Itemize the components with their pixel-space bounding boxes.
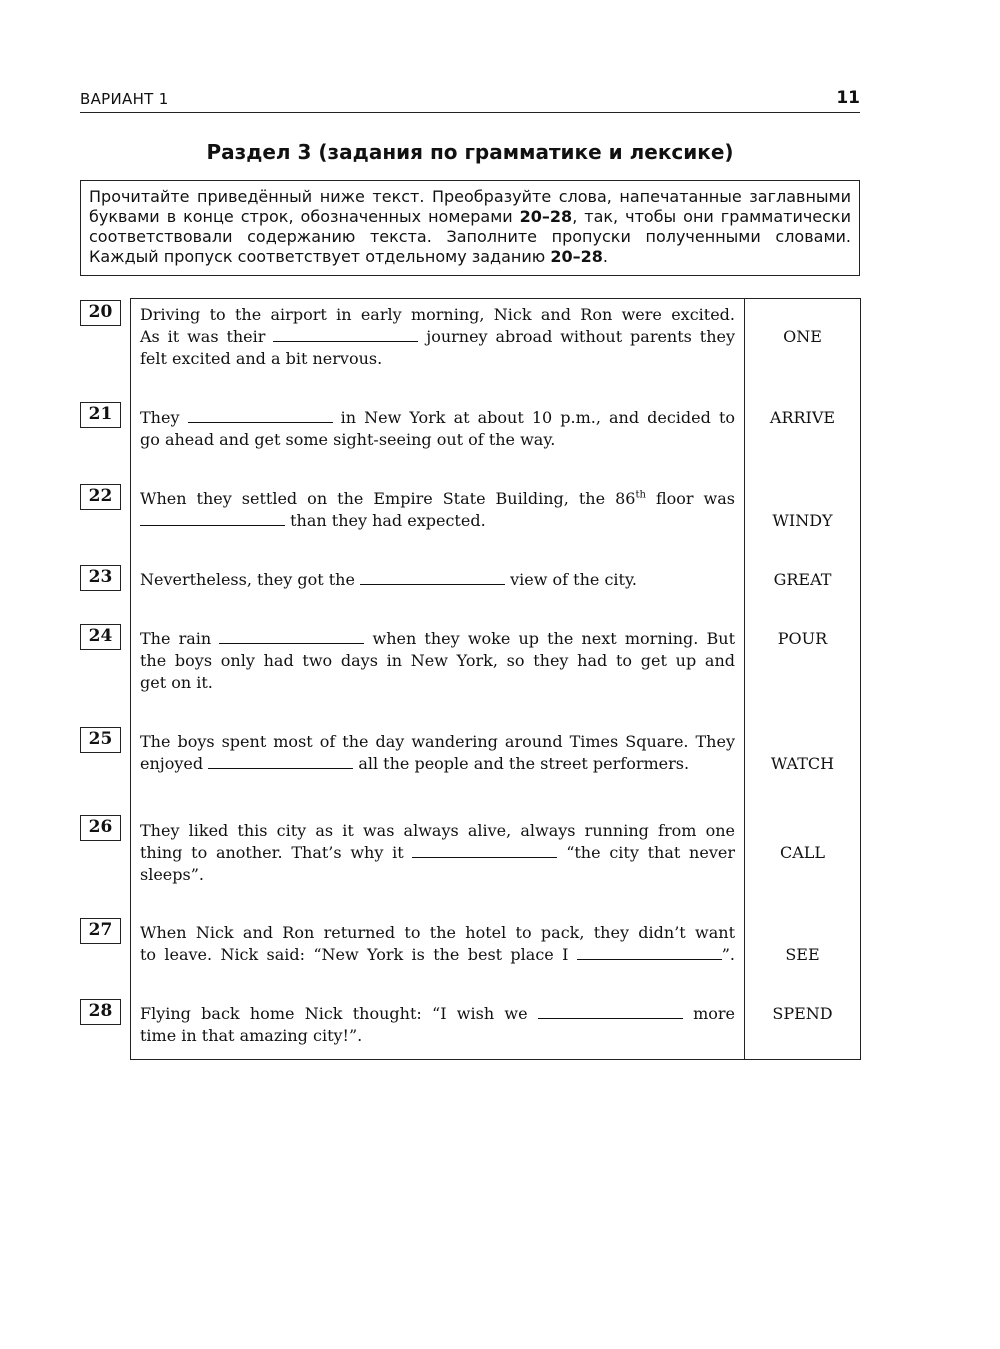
key-word-27: SEE: [785, 945, 820, 964]
task-line: [140, 407, 735, 429]
task-text: view of the city.: [510, 570, 637, 589]
task-line: time in that amazing city!”.: [140, 1026, 363, 1045]
task-text: to leave. Nick said: “New York is the best place I: [140, 945, 569, 964]
task-line: go ahead and get some sight-seeing out of the way.: [140, 430, 556, 449]
task-text-23: [140, 569, 735, 591]
task-text: ”.: [721, 945, 736, 964]
task-number-24: 24: [80, 624, 121, 650]
task-line: felt excited and a bit nervous.: [140, 349, 383, 368]
task-number-26: 26: [80, 815, 121, 841]
key-word-23: GREAT: [773, 570, 832, 589]
page-number: 11: [836, 88, 860, 108]
superscript: th: [635, 489, 646, 501]
answer-blank-24[interactable]: [219, 629, 364, 644]
task-range: 20–28: [550, 247, 603, 266]
task-line: sleeps”.: [140, 865, 204, 884]
task-text-26: [140, 820, 735, 886]
task-text: “the city that never: [566, 843, 735, 862]
task-number-23: 23: [80, 565, 121, 591]
task-text-27: [140, 922, 735, 966]
task-number-27: 27: [80, 918, 121, 944]
task-text: journey abroad without parents they: [426, 327, 736, 346]
task-line: [140, 1003, 735, 1025]
task-text: Flying back home Nick thought: “I wish we: [140, 1004, 528, 1023]
answer-blank-25[interactable]: [208, 754, 353, 769]
section-title: Раздел 3 (задания по грамматике и лексике): [206, 140, 734, 164]
answer-blank-28[interactable]: [538, 1004, 683, 1019]
task-text-20: [140, 304, 735, 370]
key-word-28: SPEND: [772, 1004, 833, 1023]
key-word-22: WINDY: [772, 511, 833, 530]
task-line: [140, 842, 735, 864]
task-text: than they had expected.: [290, 511, 486, 530]
page-header: [80, 88, 860, 113]
task-text-28: [140, 1003, 735, 1047]
key-word-26: CALL: [779, 843, 826, 862]
task-text: They: [140, 408, 180, 427]
key-word-25: WATCH: [770, 754, 835, 773]
task-number-22: 22: [80, 484, 121, 510]
task-line: [140, 569, 735, 591]
task-text-22: [140, 488, 735, 532]
task-number-21: 21: [80, 402, 121, 428]
task-line: [140, 510, 735, 532]
task-line: [140, 488, 735, 510]
answer-blank-23[interactable]: [360, 570, 505, 585]
variant-label: ВАРИАНТ 1: [80, 90, 169, 108]
task-text: As it was their: [140, 327, 266, 346]
key-word-21: ARRIVE: [769, 408, 836, 427]
task-text: when they woke up the next morning. But: [372, 629, 736, 648]
key-word-20: ONE: [783, 327, 822, 346]
task-text: When they settled on the Empire State Building, the 86: [140, 489, 636, 508]
answer-blank-26[interactable]: [412, 843, 557, 858]
task-line: [140, 628, 735, 650]
instructions-text: , так, чтобы они грамматически соответствовали содержанию текста. Заполните пропуски полученными словами. Каждый пропуск соответствует отдельному заданию: [89, 207, 851, 266]
task-line: When Nick and Ron returned to the hotel to pack, they didn’t want: [140, 923, 735, 942]
instructions-text: Прочитайте приведённый ниже текст. Преобразуйте слова, напечатанные заглавными буквами в конце строк, обозначенных номерами: [89, 187, 851, 226]
task-text: floor was: [655, 489, 736, 508]
instructions-box: [80, 180, 860, 276]
task-line: Driving to the airport in early morning, Nick and Ron were excited.: [140, 305, 735, 324]
task-text: The rain: [140, 629, 212, 648]
task-range: 20–28: [519, 207, 573, 226]
task-text-21: [140, 407, 735, 451]
answer-blank-27[interactable]: [577, 945, 722, 960]
task-text-24: [140, 628, 735, 694]
key-word-24: POUR: [777, 629, 828, 648]
task-text: Nevertheless, they got the: [140, 570, 355, 589]
task-line: the boys only had two days in New York, so they had to get up and: [140, 651, 735, 670]
task-number-28: 28: [80, 999, 121, 1025]
task-line: [140, 944, 735, 966]
task-line: [140, 326, 735, 348]
answer-blank-21[interactable]: [188, 408, 333, 423]
instructions-text: .: [602, 247, 608, 266]
task-line: get on it.: [140, 673, 213, 692]
task-number-20: 20: [80, 300, 121, 326]
task-line: [140, 753, 735, 775]
task-text: all the people and the street performers.: [358, 754, 690, 773]
task-text-25: [140, 731, 735, 775]
task-number-25: 25: [80, 727, 121, 753]
answer-blank-22[interactable]: [140, 511, 285, 526]
task-line: The boys spent most of the day wandering around Times Square. They: [140, 732, 735, 751]
task-text: more: [693, 1004, 735, 1023]
answer-blank-20[interactable]: [273, 327, 418, 342]
task-text: thing to another. That’s why it: [140, 843, 404, 862]
task-text: in New York at about 10 p.m., and decided to: [340, 408, 736, 427]
task-line: They liked this city as it was always alive, always running from one: [140, 821, 735, 840]
task-text: enjoyed: [140, 754, 204, 773]
